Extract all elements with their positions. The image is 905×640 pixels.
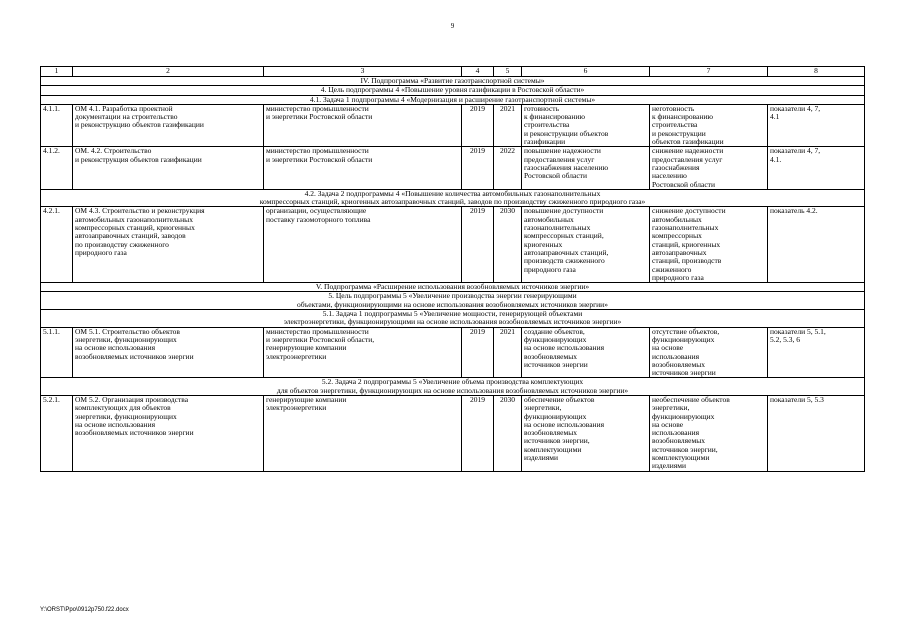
linked-indicators: показатель 4.2. — [768, 207, 865, 283]
table-row — [41, 327, 865, 378]
table-row — [41, 147, 865, 189]
start-year: 2019 — [462, 207, 494, 283]
expected-result: готовность к финансированию строительства и реконструкции объектов газификации — [522, 104, 650, 146]
linked-indicators: показатели 4, 7, 4.1. — [768, 147, 865, 189]
expected-result: создание объектов, функционирующих на основе использования возобновляемых источников энергии — [522, 327, 650, 378]
table-row — [41, 207, 865, 283]
executor: министерство промышленности и энергетики Ростовской области — [264, 147, 462, 189]
row-number: 5.2.1. — [41, 395, 73, 471]
end-year: 2030 — [494, 207, 522, 283]
column-number: 7 — [650, 67, 768, 77]
non-implementation-consequence: отсутствие объектов, функционирующих на основе использования возобновляемых источников энергии — [650, 327, 768, 378]
file-path-footer: Y:\ORST\Ppo\0912p750.f22.docx — [40, 607, 129, 613]
subprogram-title: IV. Подпрограмма «Развитие газотранспортной системы» — [41, 77, 865, 86]
start-year: 2019 — [462, 395, 494, 471]
executor: министерство промышленности и энергетики Ростовской области, генерирующие компании электроэнергетики — [264, 327, 462, 378]
column-number: 8 — [768, 67, 865, 77]
non-implementation-consequence: снижение доступности автомобильных газонаполнительных компрессорных станций, криогенных автозаправочных станций, производств сжиженного природного газа — [650, 207, 768, 283]
linked-indicators: показатели 5, 5.3 — [768, 395, 865, 471]
subprogram-task: 4.2. Задача 2 подпрограммы 4 «Повышение количества автомобильных газонаполнительных компрессорных станций, криогенных автозаправочных станций, заводов по производству сжиженного природного газа» — [41, 189, 865, 207]
linked-indicators: показатели 4, 7, 4.1 — [768, 104, 865, 146]
column-number: 4 — [462, 67, 494, 77]
start-year: 2019 — [462, 104, 494, 146]
row-number: 4.2.1. — [41, 207, 73, 283]
end-year: 2021 — [494, 327, 522, 378]
measure-name: ОМ 4.1. Разработка проектной документации на строительство и реконструкцию объектов газификации — [73, 104, 264, 146]
end-year: 2030 — [494, 395, 522, 471]
column-number: 3 — [264, 67, 462, 77]
measure-name: ОМ 4.3. Строительство и реконструкция автомобильных газонаполнительных компрессорных станций, криогенных автозаправочных станций, заводов по производству сжиженного природного газа — [73, 207, 264, 283]
end-year: 2022 — [494, 147, 522, 189]
measure-name: ОМ 5.1. Строительство объектов энергетики, функционирующих на основе использования возобновляемых источников энергии — [73, 327, 264, 378]
column-number-row — [41, 67, 865, 77]
measure-name: ОМ 5.2. Организация производства комплектующих для объектов энергетики, функционирующих на основе использования возобновляемых источников энергии — [73, 395, 264, 471]
non-implementation-consequence: снижение надежности предоставления услуг газоснабжения населению Ростовской области — [650, 147, 768, 189]
non-implementation-consequence: необеспечение объектов энергетики, функционирующих на основе использования возобновляемых источников энергии, комплектующими изделиями — [650, 395, 768, 471]
column-number: 6 — [522, 67, 650, 77]
expected-result: повышение надежности предоставления услуг газоснабжения населению Ростовской области — [522, 147, 650, 189]
row-number: 5.1.1. — [41, 327, 73, 378]
row-number: 4.1.2. — [41, 147, 73, 189]
non-implementation-consequence: неготовность к финансированию строительства и реконструкции объектов газификации — [650, 104, 768, 146]
linked-indicators: показатели 5, 5.1, 5.2, 5.3, 6 — [768, 327, 865, 378]
subprogram-task: 5.1. Задача 1 подпрограммы 5 «Увеличение мощности, генерирующей объектами электроэнергетики, функционирующими на основе использования возобновляемых источников энергии» — [41, 310, 865, 328]
row-number: 4.1.1. — [41, 104, 73, 146]
column-number: 5 — [494, 67, 522, 77]
executor: организации, осуществляющие поставку газомоторного топлива — [264, 207, 462, 283]
column-number: 2 — [73, 67, 264, 77]
table-row — [41, 395, 865, 471]
table-row — [41, 104, 865, 146]
executor: генерирующие компании электроэнергетики — [264, 395, 462, 471]
subprogram-task: 4.1. Задача 1 подпрограммы 4 «Модернизация и расширение газотранспортной системы» — [41, 95, 865, 104]
expected-result: повышение доступности автомобильных газонаполнительных компрессорных станций, криогенных автозаправочных станций, производств сжиженного природного газа — [522, 207, 650, 283]
expected-result: обеспечение объектов энергетики, функционирующих на основе использования возобновляемых источников энергии, комплектующими изделиями — [522, 395, 650, 471]
page-number: 9 — [450, 22, 455, 30]
subprogram-task: 5.2. Задача 2 подпрограммы 5 «Увеличение объема производства комплектующих для объектов энергетики, функционирующих на основе использования возобновляемых источников энергии» — [41, 378, 865, 396]
subprogram-goal: 5. Цель подпрограммы 5 «Увеличение производства энергии генерирующими объектами, функционирующими на основе использования возобновляемых источников энергии» — [41, 292, 865, 310]
measure-name: ОМ. 4.2. Строительство и реконструкция объектов газификации — [73, 147, 264, 189]
column-number: 1 — [41, 67, 73, 77]
subprogram-title: V. Подпрограмма «Расширение использования возобновляемых источников энергии» — [41, 283, 865, 292]
executor: министерство промышленности и энергетики Ростовской области — [264, 104, 462, 146]
start-year: 2019 — [462, 327, 494, 378]
subprogram-goal: 4. Цель подпрограммы 4 «Повышение уровня газификации в Ростовской области» — [41, 86, 865, 95]
end-year: 2021 — [494, 104, 522, 146]
start-year: 2019 — [462, 147, 494, 189]
program-table — [40, 66, 865, 472]
